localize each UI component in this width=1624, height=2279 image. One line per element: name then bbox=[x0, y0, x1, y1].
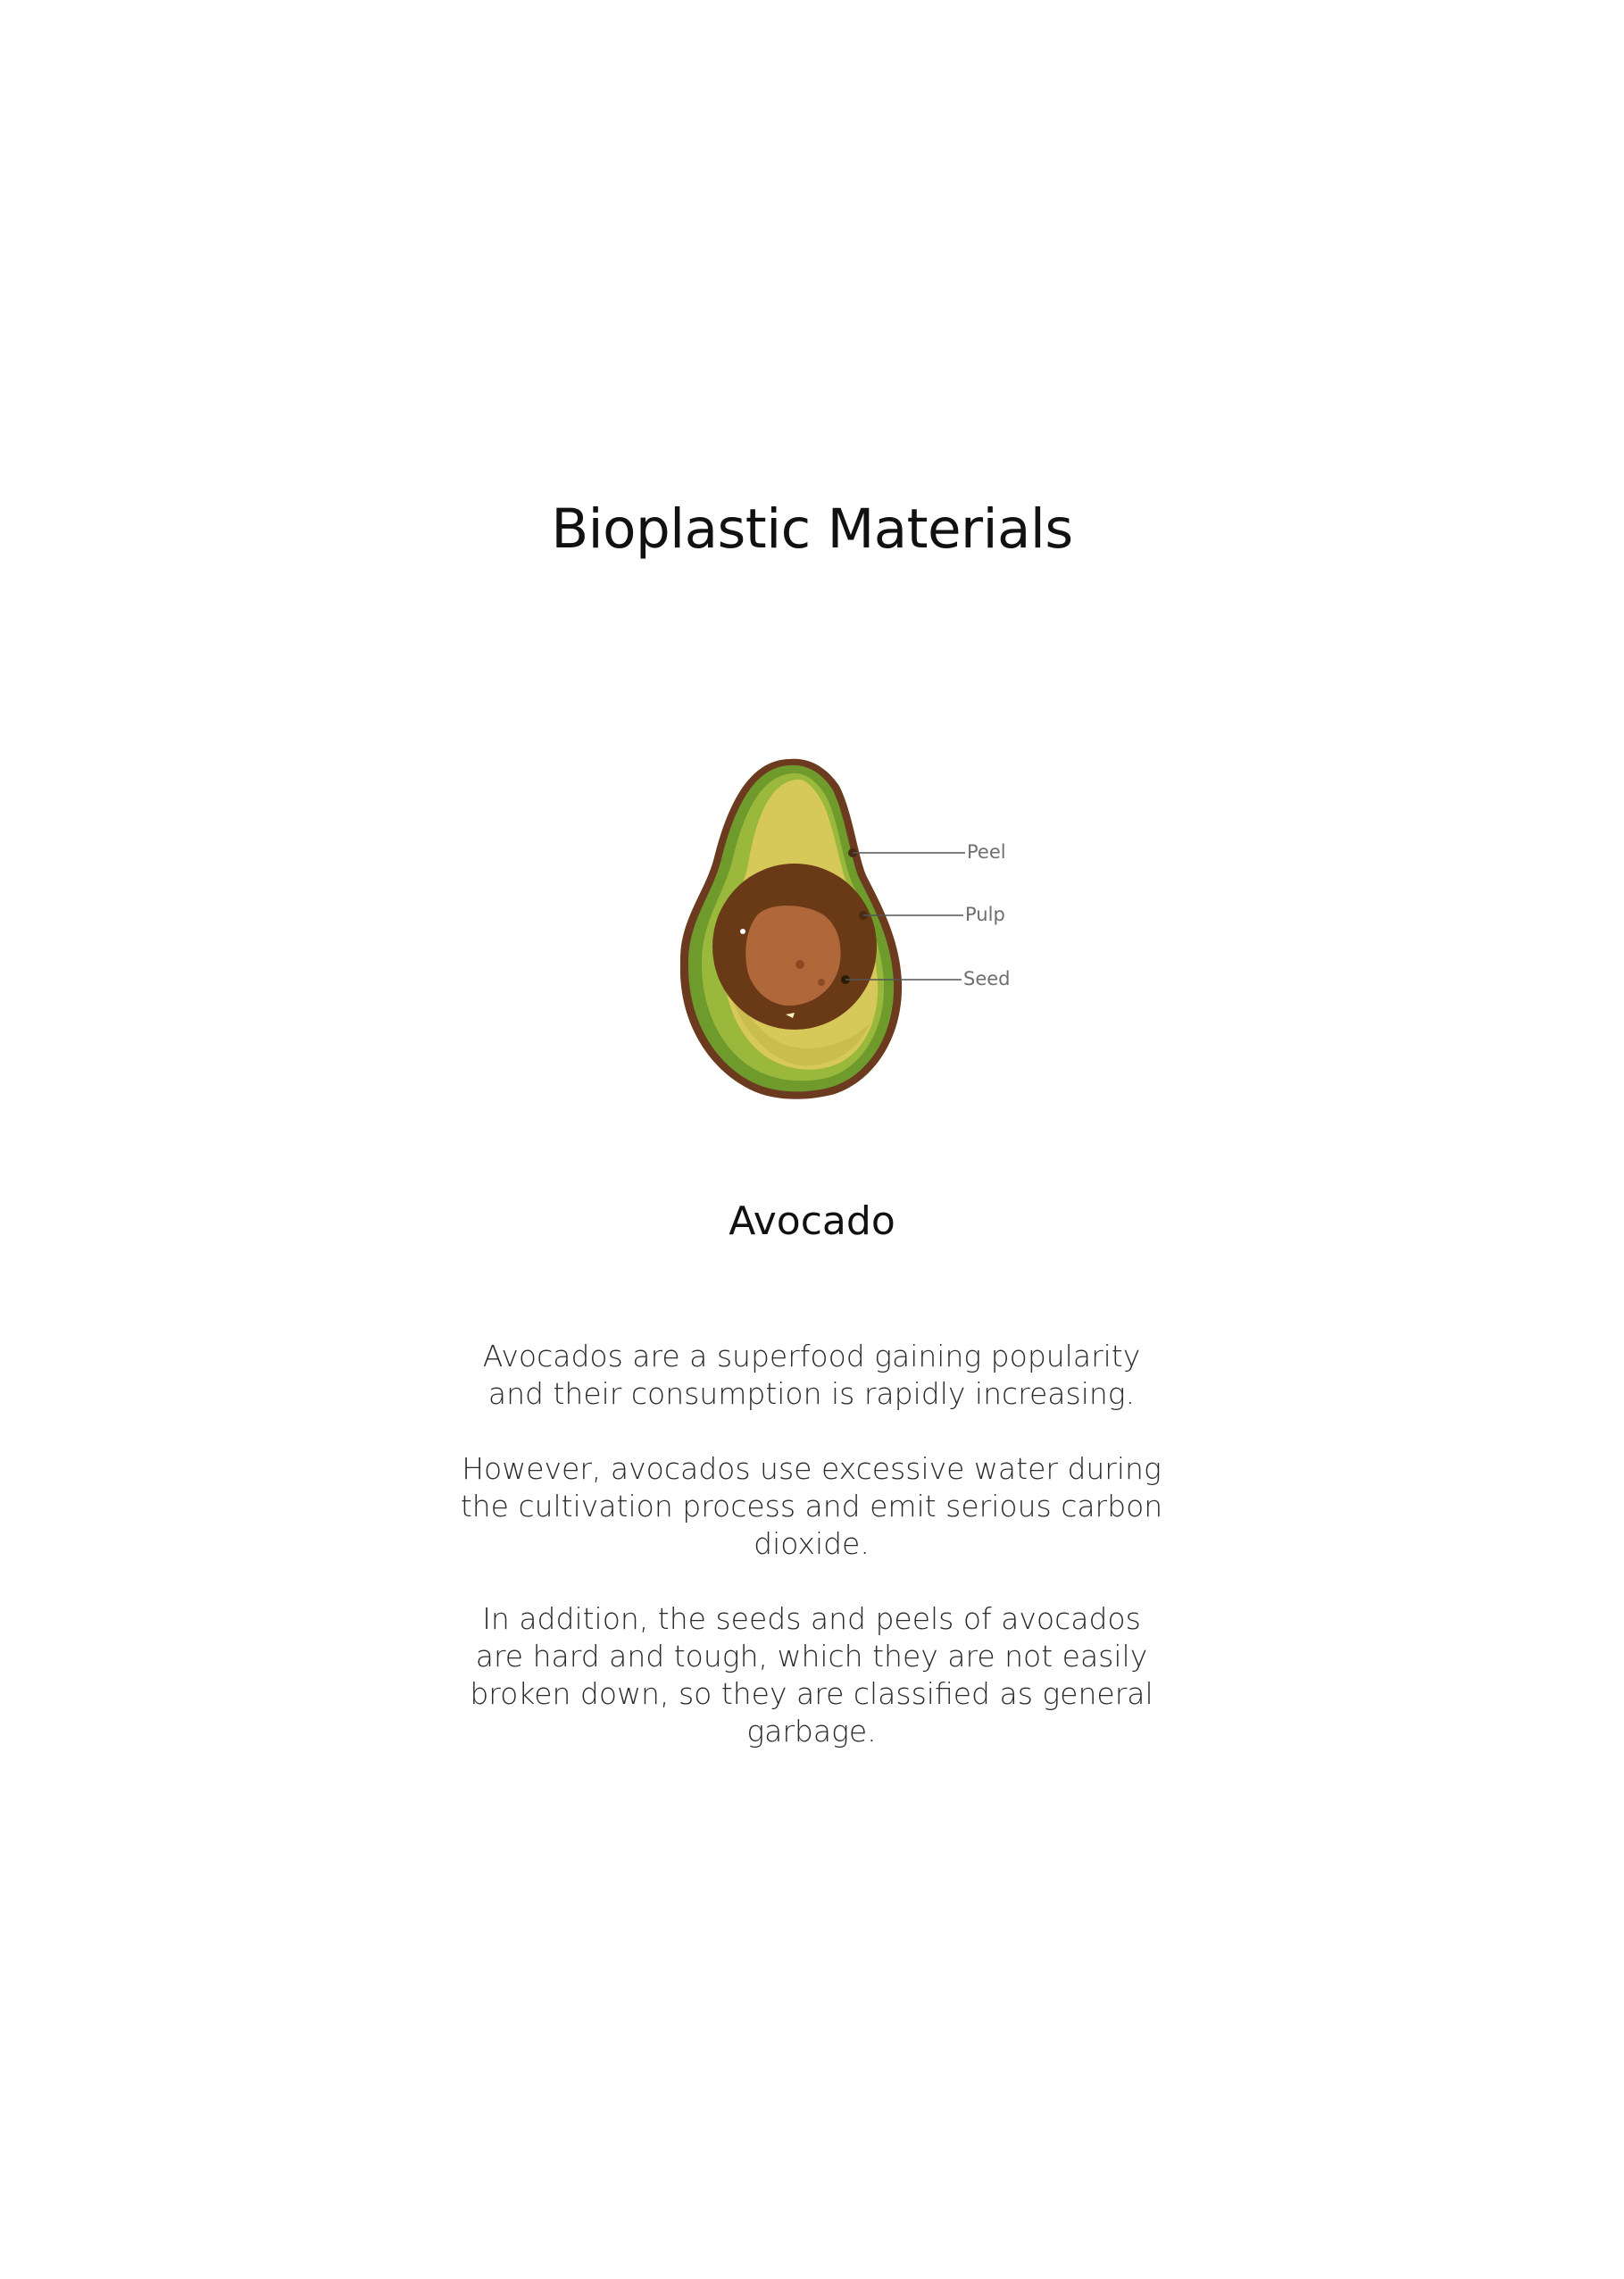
seed-spot bbox=[795, 960, 804, 969]
pulp-marker bbox=[859, 911, 868, 920]
leader-lines bbox=[841, 848, 965, 984]
page-title: Bioplastic Materials bbox=[551, 497, 1073, 561]
paragraph: However, avocados use excessive water during the cultivation process and emit serious carbon dioxide. bbox=[460, 1451, 1163, 1561]
pulp-shade bbox=[725, 969, 870, 1065]
pulp-spot bbox=[786, 1013, 795, 1018]
pulp-label: Pulp bbox=[965, 904, 1005, 925]
body-text bbox=[454, 1338, 1169, 1788]
seed-marker bbox=[841, 975, 850, 984]
pulp-area bbox=[723, 780, 878, 1070]
seed-spot bbox=[818, 979, 825, 986]
seed-spot bbox=[740, 929, 745, 934]
peel-light bbox=[702, 773, 884, 1081]
avocado-illustration bbox=[680, 759, 902, 1099]
section-title: Avocado bbox=[729, 1198, 895, 1244]
peel-green bbox=[688, 765, 894, 1091]
peel-marker bbox=[848, 848, 857, 857]
peel-outer bbox=[680, 759, 902, 1099]
seed-label: Seed bbox=[963, 968, 1011, 989]
seed-shape bbox=[712, 864, 877, 1030]
paragraph: Avocados are a superfood gaining popularity and their consumption is rapidly increasing. bbox=[482, 1339, 1141, 1411]
seed-highlight bbox=[745, 906, 840, 1006]
paragraph: In addition, the seeds and peels of avocados are hard and tough, which they are not easily broken down, so they are classified as general garbage. bbox=[470, 1601, 1153, 1749]
peel-label: Peel bbox=[967, 841, 1006, 863]
